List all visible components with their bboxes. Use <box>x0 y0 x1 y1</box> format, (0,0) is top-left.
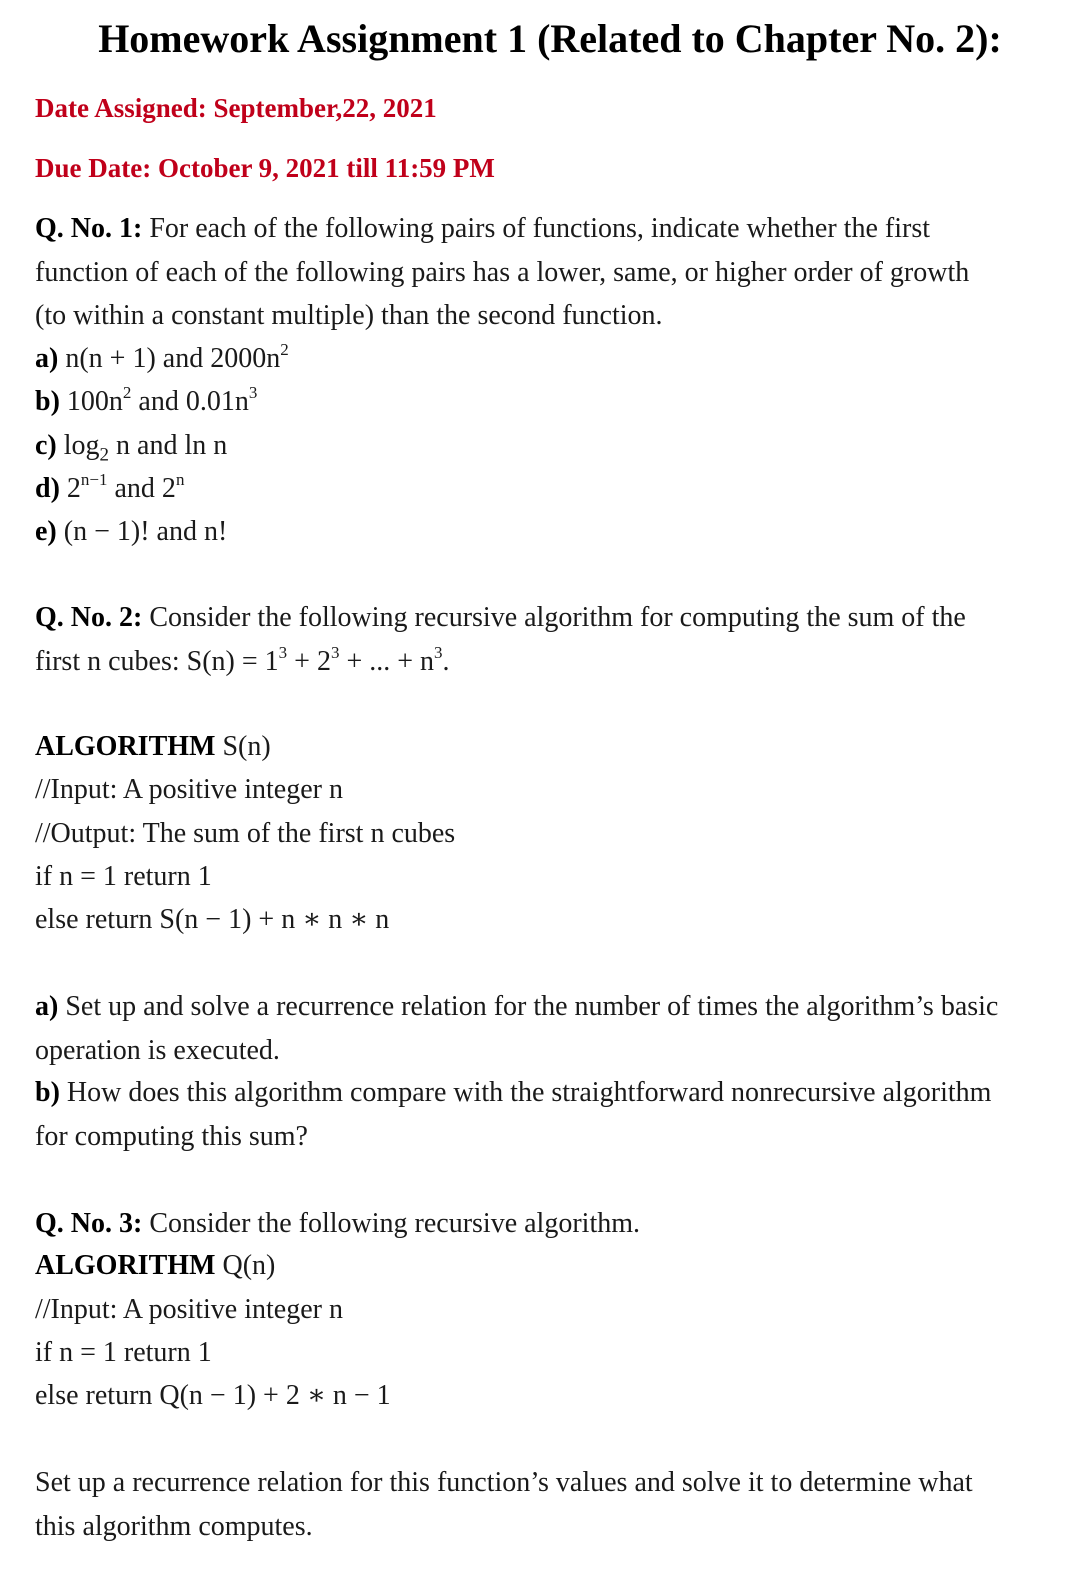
page-title: Homework Assignment 1 (Related to Chapter No. 2): <box>98 16 1002 61</box>
q1-item-c <box>35 429 228 466</box>
q1-item-e <box>35 515 227 549</box>
q1-line-3: (to within a constant multiple) than the second function. <box>35 300 663 331</box>
q1-item-b-text-1: 100n <box>59 386 123 417</box>
q1-item-a-label: a) <box>35 343 59 374</box>
q2-part-a-line-1 <box>35 990 998 1024</box>
q1-item-d-label: d) <box>35 473 60 504</box>
q2-algorithm-name: S(n) <box>215 731 271 762</box>
q3-label: Q. No. 3: <box>35 1208 143 1239</box>
q1-line-2: function of each of the following pairs has a lower, same, or higher order of growth <box>35 257 970 288</box>
q2-text-1: Consider the following recursive algorithm for computing the sum of the <box>142 602 966 633</box>
q1-item-c-label: c) <box>35 430 57 461</box>
q1-item-b-label: b) <box>35 386 60 417</box>
date-assigned: Date Assigned: September,22, 2021 <box>35 93 437 123</box>
q2-label: Q. No. 2: <box>35 602 143 633</box>
q2-algorithm-if: if n = 1 return 1 <box>35 861 212 892</box>
q2-line-2 <box>35 642 450 679</box>
q2-part-a-text-1: Set up and solve a recurrence relation for the number of times the algorithm’s basic <box>58 991 999 1022</box>
q1-item-b-text-2: and 0.01n <box>131 386 249 417</box>
q2-part-b-line-1 <box>35 1076 991 1110</box>
q1-item-c-text-1: log <box>56 430 100 461</box>
q2-algorithm-else: else return S(n − 1) + n ∗ n ∗ n <box>35 904 390 935</box>
q2-part-b-label: b) <box>35 1077 60 1108</box>
q2-exp-2: 3 <box>330 642 340 662</box>
q3-line-1 <box>35 1207 640 1241</box>
q2-algorithm-input: //Input: A positive integer n <box>35 774 343 805</box>
q2-text-2b: + 2 <box>287 646 331 677</box>
q1-item-d <box>35 469 185 506</box>
q1-item-a <box>35 339 289 376</box>
q3-algorithm-input: //Input: A positive integer n <box>35 1294 343 1325</box>
q3-final-line-2: this algorithm computes. <box>35 1511 313 1542</box>
q3-algorithm-if: if n = 1 return 1 <box>35 1337 212 1368</box>
q3-algorithm-name: Q(n) <box>215 1250 276 1281</box>
q1-item-b-exp-1: 2 <box>122 382 132 402</box>
q3-algorithm-keyword: ALGORITHM <box>35 1250 216 1281</box>
q2-part-a-line-2: operation is executed. <box>35 1035 280 1066</box>
q1-item-c-text-2: n and ln n <box>109 430 228 461</box>
q2-line-1 <box>35 601 966 635</box>
q1-item-d-exp-1: n−1 <box>80 469 108 489</box>
q1-item-d-exp-2: n <box>175 469 185 489</box>
q1-item-d-text-1: 2 <box>59 473 81 504</box>
q1-item-e-text: (n − 1)! and n! <box>56 516 228 547</box>
q2-text-2a: first n cubes: S(n) = 1 <box>35 646 279 677</box>
q1-item-e-label: e) <box>35 516 57 547</box>
q2-exp-1: 3 <box>278 642 288 662</box>
q1-text-1: For each of the following pairs of functions, indicate whether the first <box>142 213 930 244</box>
q1-label: Q. No. 1: <box>35 213 143 244</box>
q2-algorithm-keyword: ALGORITHM <box>35 731 216 762</box>
q1-item-d-text-2: and 2 <box>107 473 176 504</box>
q3-algorithm-else: else return Q(n − 1) + 2 ∗ n − 1 <box>35 1380 391 1411</box>
q2-algorithm-output: //Output: The sum of the first n cubes <box>35 818 456 849</box>
q1-item-c-sub: 2 <box>99 444 110 466</box>
q2-text-2c: + ... + n <box>339 646 435 677</box>
q1-item-a-exp: 2 <box>280 339 289 359</box>
q3-text-1: Consider the following recursive algorithm. <box>142 1208 640 1239</box>
q2-part-a-label: a) <box>35 991 59 1022</box>
due-date: Due Date: October 9, 2021 till 11:59 PM <box>35 153 495 183</box>
q2-part-b-line-2: for computing this sum? <box>35 1121 308 1152</box>
q2-text-2d: . <box>442 646 450 677</box>
q1-item-a-text: n(n + 1) and 2000n <box>58 343 281 374</box>
q2-algorithm-header <box>35 730 271 764</box>
q2-part-b-text-1: How does this algorithm compare with the straightforward nonrecursive algorithm <box>59 1077 992 1108</box>
q3-final-line-1: Set up a recurrence relation for this function’s values and solve it to determine what <box>35 1467 973 1498</box>
q1-item-b-exp-2: 3 <box>248 382 258 402</box>
q2-exp-3: 3 <box>434 642 443 662</box>
q1-line-1 <box>35 212 930 246</box>
q1-item-b <box>35 382 258 419</box>
q3-algorithm-header <box>35 1249 275 1283</box>
